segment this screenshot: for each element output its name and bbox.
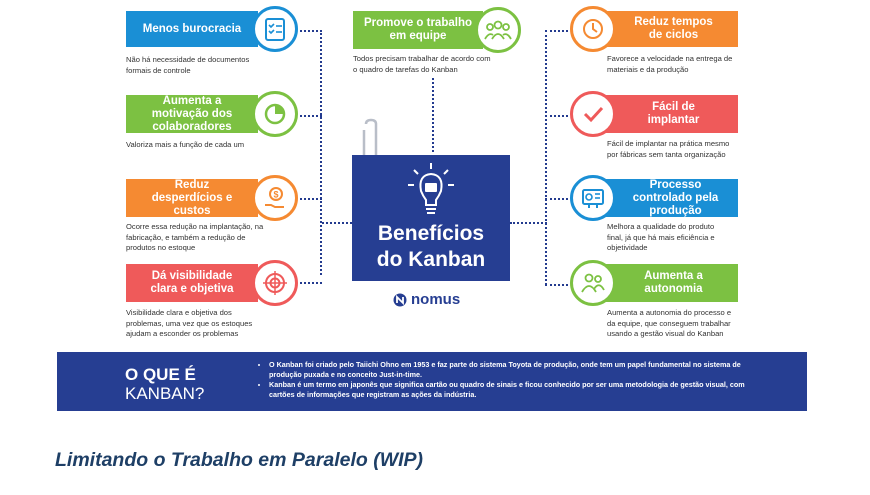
banner-heading-line2: KANBAN? — [125, 384, 205, 403]
pie-chart-icon — [262, 101, 288, 127]
connector-left-2 — [300, 115, 322, 117]
nomus-logo-icon — [393, 293, 407, 307]
money-hand-icon — [262, 185, 288, 211]
right-item-2-title: Fácil de implantar — [605, 95, 738, 133]
connector-left-center — [322, 222, 352, 224]
connector-left-3 — [300, 198, 322, 200]
right-item-3-icon-circle — [570, 175, 616, 221]
connector-left-4 — [300, 282, 322, 284]
left-item-2-desc: Valoriza mais a função de cada um — [126, 140, 245, 149]
team-icon — [484, 17, 512, 43]
banner-bullet: • O Kanban foi criado pelo Taiichi Ohno em 1953 e faz parte do sistema Toyota de produção, onde tem um papel fundamental no sistema de produção puxada e no conceito Just-in-time. — [269, 360, 769, 380]
connector-right-3 — [545, 198, 568, 200]
left-item-1-title: Menos burocracia — [126, 11, 258, 47]
top-item-icon-circle — [475, 7, 521, 53]
checklist-icon — [262, 16, 288, 42]
banner-heading-line1: O QUE É — [125, 365, 196, 384]
right-item-4-desc: Aumenta a autonomia do processo e da equipe, que conseguem trabalhar usando a gestão visual do Kanban — [607, 308, 732, 338]
right-item-2-desc: Fácil de implantar na prática mesmo por fábricas sem tanta organização — [607, 139, 730, 159]
left-item-4-title: Dá visibilidade clara e objetiva — [126, 264, 258, 302]
connector-right-center — [510, 222, 547, 224]
what-is-kanban-banner — [57, 352, 807, 411]
connector-top-vertical — [432, 78, 434, 152]
left-item-3-icon-circle — [252, 175, 298, 221]
left-item-4-desc: Visibilidade clara e objetiva dos problemas, uma vez que os estoques ajudam a esconder os problemas — [126, 308, 253, 338]
banner-bullet: • Kanban é um termo em japonês que significa cartão ou quadro de sinais e ficou conhecido por ser uma metodologia de gestão visual, com cartões de informações que registram as ações da indústria. — [269, 380, 769, 400]
connector-right-4 — [545, 284, 568, 286]
top-item-title: Promove o trabalho em equipe — [353, 11, 483, 49]
right-item-4-title: Aumenta a autonomia — [605, 264, 738, 302]
right-item-2-icon-circle — [570, 91, 616, 137]
people-icon — [580, 270, 606, 296]
left-item-2-title: Aumenta a motivação dos colaboradores — [126, 95, 258, 133]
lightbulb-icon — [404, 161, 458, 221]
brand-logo — [393, 291, 460, 308]
left-item-1-desc: Não há necessidade de documentos formais de controle — [126, 55, 250, 75]
brand-name: nomus — [411, 291, 461, 308]
connector-right-1 — [545, 30, 568, 32]
top-item-desc: Todos precisam trabalhar de acordo com o quadro de tarefas do Kanban — [353, 54, 491, 74]
control-panel-icon — [580, 185, 606, 211]
center-title: Benefícios do Kanban — [376, 222, 486, 271]
clock-icon — [580, 16, 606, 42]
right-item-3-title: Processo controlado pela produção — [605, 179, 738, 217]
connector-right-vertical — [545, 30, 547, 285]
connector-right-2 — [545, 115, 568, 117]
right-item-3-desc: Melhora a qualidade do produto final, já que há mais eficiência e objetividade — [607, 222, 715, 252]
connector-left-vertical — [320, 30, 322, 275]
banner-bullets — [259, 360, 769, 400]
center-panel — [352, 155, 510, 281]
target-icon — [262, 270, 288, 296]
right-item-4-icon-circle — [570, 260, 616, 306]
section-heading: Limitando o Trabalho em Paralelo (WIP) — [55, 449, 424, 471]
right-item-1-title: Reduz tempos de ciclos — [605, 11, 738, 47]
left-item-1-icon-circle — [252, 6, 298, 52]
left-item-3-title: Reduz desperdícios e custos — [126, 179, 258, 217]
left-item-3-desc: Ocorre essa redução na implantação, na fabricação, e também a redução de produtos no estoque — [126, 222, 264, 252]
connector-left-1 — [300, 30, 322, 32]
checkmark-icon — [580, 101, 606, 127]
left-item-4-icon-circle — [252, 260, 298, 306]
right-item-1-desc: Favorece a velocidade na entrega de materiais e da produção — [607, 54, 733, 74]
right-item-1-icon-circle — [570, 6, 616, 52]
left-item-2-icon-circle — [252, 91, 298, 137]
svg-text:$: $ — [273, 189, 279, 200]
